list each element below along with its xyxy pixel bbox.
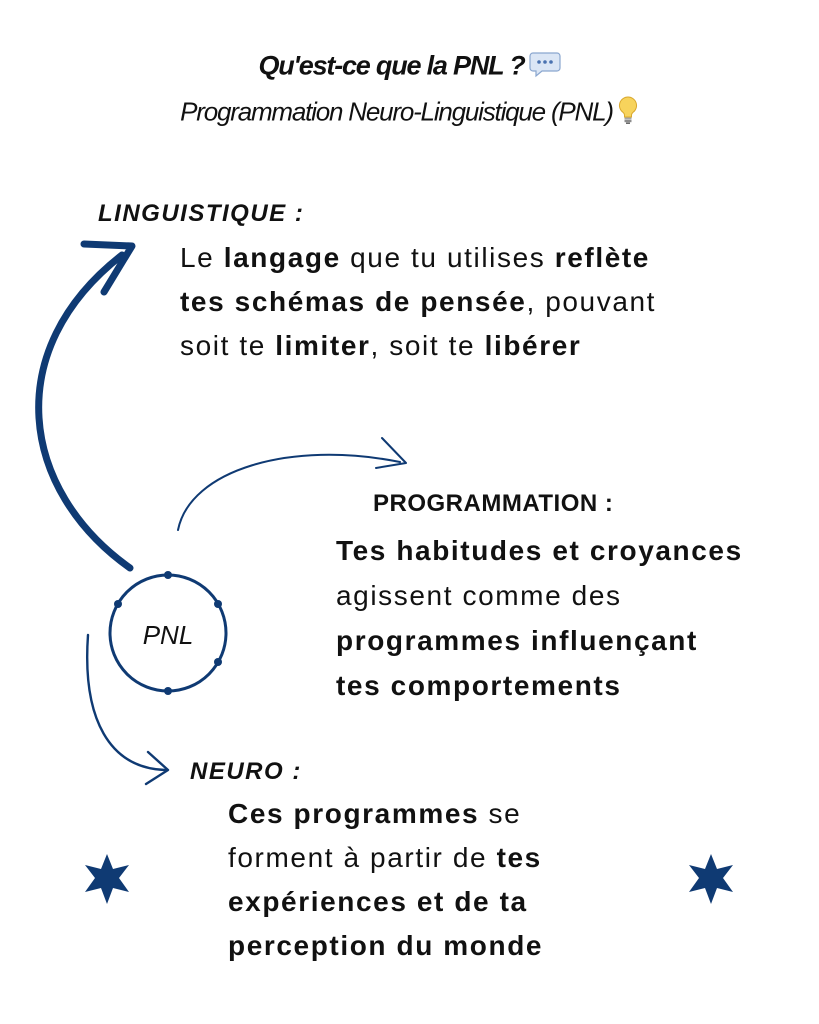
programmation-line-4: tes comportements xyxy=(336,670,622,701)
neuro-line-1: Ces programmes se xyxy=(228,798,522,829)
subtitle-text: Programmation Neuro-Linguistique (PNL) xyxy=(180,96,613,127)
right-star-icon xyxy=(689,854,733,904)
neuro-line-2: forment à partir de tes xyxy=(228,842,542,873)
title-text: Qu'est-ce que la PNL ? xyxy=(258,50,525,81)
arrow-to-programmation xyxy=(178,455,400,530)
linguistique-line-3: soit te limiter, soit te libérer xyxy=(180,330,582,361)
programmation-line-3: programmes influençant xyxy=(336,625,698,656)
neuro-line-3: expériences et de ta xyxy=(228,886,528,917)
programmation-line-1: Tes habitudes et croyances xyxy=(336,535,743,566)
linguistique-text xyxy=(180,236,780,368)
linguistique-heading: LINGUISTIQUE : xyxy=(98,200,305,227)
programmation-line-2: agissent comme des xyxy=(336,580,622,611)
linguistique-line-1: Le langage que tu utilises reflète xyxy=(180,242,650,273)
neuro-line-4: perception du monde xyxy=(228,930,544,961)
neuro-heading: NEURO : xyxy=(190,758,302,785)
linguistique-line-2: tes schémas de pensée, pouvant xyxy=(180,286,657,317)
programmation-text xyxy=(336,528,806,708)
neuro-text xyxy=(228,792,648,968)
arrowhead-programmation-icon xyxy=(376,438,406,468)
left-star-icon xyxy=(85,854,129,904)
pnl-label: PNL xyxy=(142,620,194,650)
programmation-heading: PROGRAMMATION : xyxy=(373,490,614,517)
arrow-to-linguistique xyxy=(39,255,130,568)
